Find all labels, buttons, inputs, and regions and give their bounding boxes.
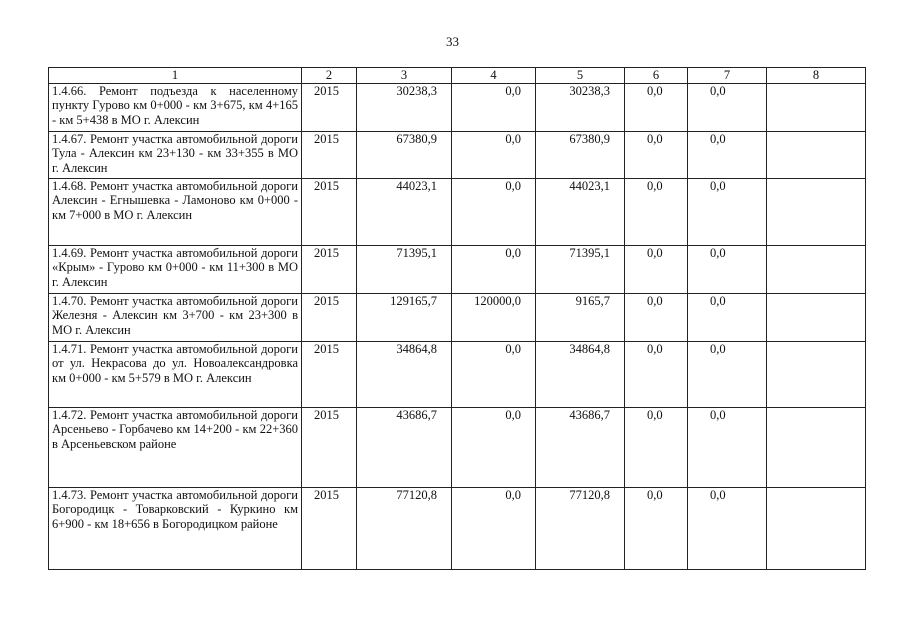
row-col8 <box>767 131 866 178</box>
row-col6: 0,0 <box>625 83 688 131</box>
row-year: 2015 <box>302 245 357 293</box>
row-year: 2015 <box>302 131 357 178</box>
row-col8 <box>767 245 866 293</box>
row-year: 2015 <box>302 341 357 407</box>
row-regional: 9165,7 <box>536 293 625 341</box>
row-col6: 0,0 <box>625 487 688 569</box>
row-col7: 0,0 <box>688 407 767 487</box>
row-col6: 0,0 <box>625 341 688 407</box>
row-col6: 0,0 <box>625 407 688 487</box>
row-year: 2015 <box>302 83 357 131</box>
row-col8 <box>767 407 866 487</box>
table-row <box>49 407 866 487</box>
table-row <box>49 131 866 178</box>
row-federal: 0,0 <box>452 487 536 569</box>
header-cell: 2 <box>302 68 357 84</box>
row-regional: 44023,1 <box>536 178 625 245</box>
header-cell: 6 <box>625 68 688 84</box>
row-col7: 0,0 <box>688 245 767 293</box>
row-total: 34864,8 <box>357 341 452 407</box>
budget-table <box>48 67 866 570</box>
page-number: 33 <box>446 34 459 49</box>
row-federal: 0,0 <box>452 341 536 407</box>
row-col8 <box>767 487 866 569</box>
row-col7: 0,0 <box>688 293 767 341</box>
row-federal: 0,0 <box>452 83 536 131</box>
row-col6: 0,0 <box>625 245 688 293</box>
row-total: 30238,3 <box>357 83 452 131</box>
row-year: 2015 <box>302 178 357 245</box>
row-regional: 43686,7 <box>536 407 625 487</box>
row-col7: 0,0 <box>688 341 767 407</box>
header-cell: 5 <box>536 68 625 84</box>
row-total: 44023,1 <box>357 178 452 245</box>
table-row <box>49 245 866 293</box>
header-cell: 4 <box>452 68 536 84</box>
row-col8 <box>767 83 866 131</box>
row-col6: 0,0 <box>625 178 688 245</box>
row-description: 1.4.67. Ремонт участка автомобильной дороги Тула - Алексин км 23+130 - км 33+355 в МО г. Алексин <box>49 131 302 178</box>
row-total: 43686,7 <box>357 407 452 487</box>
row-description: 1.4.66. Ремонт подъезда к населенному пункту Гурово км 0+000 - км 3+675, км 4+165 - км 5+438 в МО г. Алексин <box>49 83 302 131</box>
row-description: 1.4.70. Ремонт участка автомобильной дороги Железня - Алексин км 3+700 - км 23+300 в МО г. Алексин <box>49 293 302 341</box>
row-col6: 0,0 <box>625 293 688 341</box>
row-description: 1.4.71. Ремонт участка автомобильной дороги от ул. Некрасова до ул. Новоалександровка км 0+000 - км 5+579 в МО г. Алексин <box>49 341 302 407</box>
row-total: 129165,7 <box>357 293 452 341</box>
row-description: 1.4.73. Ремонт участка автомобильной дороги Богородицк - Товарковский - Куркино км 6+900 - км 18+656 в Богородицком районе <box>49 487 302 569</box>
row-col7: 0,0 <box>688 487 767 569</box>
table-row <box>49 178 866 245</box>
header-cell: 8 <box>767 68 866 84</box>
row-regional: 30238,3 <box>536 83 625 131</box>
row-col8 <box>767 178 866 245</box>
row-federal: 120000,0 <box>452 293 536 341</box>
row-federal: 0,0 <box>452 131 536 178</box>
table-row <box>49 293 866 341</box>
row-col7: 0,0 <box>688 83 767 131</box>
header-cell: 7 <box>688 68 767 84</box>
row-federal: 0,0 <box>452 407 536 487</box>
row-regional: 77120,8 <box>536 487 625 569</box>
row-regional: 34864,8 <box>536 341 625 407</box>
row-col8 <box>767 293 866 341</box>
row-total: 67380,9 <box>357 131 452 178</box>
header-cell: 1 <box>49 68 302 84</box>
table-row <box>49 487 866 569</box>
header-cell: 3 <box>357 68 452 84</box>
row-total: 77120,8 <box>357 487 452 569</box>
row-col7: 0,0 <box>688 178 767 245</box>
row-year: 2015 <box>302 407 357 487</box>
row-description: 1.4.68. Ремонт участка автомобильной дороги Алексин - Егнышевка - Ламоново км 0+000 - км 7+000 в МО г. Алексин <box>49 178 302 245</box>
row-col8 <box>767 341 866 407</box>
row-regional: 71395,1 <box>536 245 625 293</box>
table-row <box>49 83 866 131</box>
row-col7: 0,0 <box>688 131 767 178</box>
row-description: 1.4.72. Ремонт участка автомобильной дороги Арсеньево - Горбачево км 14+200 - км 22+360 в Арсеньевском районе <box>49 407 302 487</box>
row-regional: 67380,9 <box>536 131 625 178</box>
row-federal: 0,0 <box>452 245 536 293</box>
row-year: 2015 <box>302 487 357 569</box>
table-row <box>49 341 866 407</box>
row-total: 71395,1 <box>357 245 452 293</box>
row-col6: 0,0 <box>625 131 688 178</box>
row-year: 2015 <box>302 293 357 341</box>
row-federal: 0,0 <box>452 178 536 245</box>
header-row <box>49 68 866 84</box>
row-description: 1.4.69. Ремонт участка автомобильной дороги «Крым» - Гурово км 0+000 - км 11+300 в МО г. Алексин <box>49 245 302 293</box>
